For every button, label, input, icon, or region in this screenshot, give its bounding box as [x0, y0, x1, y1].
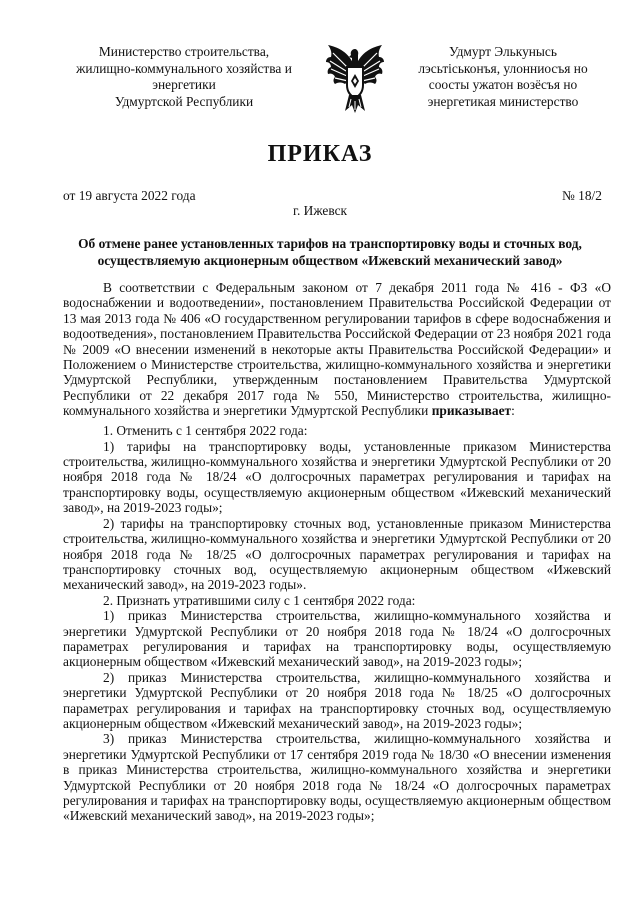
order-body — [63, 280, 611, 824]
ministry-name-russian — [48, 44, 320, 110]
preamble-paragraph — [63, 280, 611, 419]
preamble-command: приказывает — [431, 403, 512, 419]
order-number: № 18/2 — [562, 188, 602, 203]
ministry-name-udmurt — [392, 44, 614, 110]
order-city: г. Ижевск — [292, 203, 348, 218]
item-2-2: 2) приказ Министерства строительства, жилищно-коммунального хозяйства и энергетики Удмуртской Республики от 20 ноября 2018 года № 18/25 «О долгосрочных параметрах регулирования и тарифах на транспортировку сточных вод, осуществляемую акционерным обществом «Ижевский механический завод», на 2019-2023 годы»; — [63, 669, 611, 731]
order-subject — [60, 235, 600, 269]
udmurt-coat-of-arms-icon — [325, 41, 385, 117]
document-title: ПРИКАЗ — [267, 141, 373, 167]
order-subject-line: Об отмене ранее установленных тарифов на транспортировку воды и сточных вод, — [78, 236, 582, 251]
item-1: 1. Отменить с 1 сентября 2022 года: — [103, 423, 308, 439]
ministry-name-line: энергетикая министерство — [427, 93, 579, 109]
preamble-text: В соответствии с Федеральным законом от 7 декабря 2011 года № 416 - ФЗ «О водоснабжении и водоотведении», постановлением Правительства Российской Федерации от 13 мая 2013 года № 406 «О государственном регулировании тарифов в сфере водоснабжения и водоотведения», постановлением Правительства Российской Федерации от 23 ноября 2021 года № 2009 «О внесении изменений в некоторые акты Правительства Российской Федерации» и Положением о Министерстве строительства, жилищно-коммунального хозяйства и энергетики Удмуртской Республики, утвержденным постановлением Правительства Удмуртской Республики от 22 декабря 2017 года № 550, Министерство строительства, жилищно-коммунального хозяйства и энергетики Удмуртской Республики — [63, 280, 611, 419]
ministry-name-line: Министерство строительства, — [98, 44, 270, 59]
item-2-3: 3) приказ Министерства строительства, жилищно-коммунального хозяйства и энергетики Удмуртской Республики от 17 сентября 2019 года № 18/30 «О внесении изменения в приказ Министерства строительства, жилищно-коммунального хозяйства и энергетики Удмуртской Республики от 20 ноября 2018 года № 18/24 «О долгосрочных параметрах регулирования и тарифах на транспортировку воды, осуществляемую акционерным обществом «Ижевский механический завод», на 2019-2023 годы»; — [63, 731, 611, 824]
ministry-name-line: энергетики — [152, 77, 216, 93]
ministry-name-line: лэсьтiськонъя, улонниосъя но — [418, 60, 588, 76]
ministry-name-line: соосты ужатон возёсъя но — [428, 77, 578, 93]
ministry-name-line: жилищно-коммунального хозяйства и — [76, 60, 292, 76]
item-2-1: 1) приказ Министерства строительства, жилищно-коммунального хозяйства и энергетики Удмуртской Республики от 20 ноября 2018 года № 18/24 «О долгосрочных параметрах регулирования и тарифах на транспортировку воды, осуществляемую акционерным обществом «Ижевский механический завод», на 2019-2023 годы»; — [63, 608, 611, 670]
ministry-name-line: Удмурт Элькунысь — [449, 44, 557, 59]
item-1-1: 1) тарифы на транспортировку воды, установленные приказом Министерства строительства, жилищно-коммунального хозяйства и энергетики Удмуртской Республики от 20 ноября 2018 года № 18/24 «О долгосрочных параметрах регулирования и тарифах на транспортировку воды, осуществляемую акционерным обществом «Ижевский механический завод», на 2019-2023 годы»; — [63, 438, 611, 516]
order-subject-line: осуществляемую акционерным обществом «Ижевский механический завод» — [97, 253, 563, 268]
item-2: 2. Признать утратившими силу с 1 сентября 2022 года: — [103, 592, 416, 608]
ministry-name-line: Удмуртской Республики — [114, 93, 254, 109]
preamble-end: : — [511, 403, 515, 419]
item-1-2: 2) тарифы на транспортировку сточных вод, установленные приказом Министерства строительства, жилищно-коммунального хозяйства и энергетики Удмуртской Республики от 20 ноября 2018 года № 18/25 «О долгосрочных параметрах регулирования и тарифах на транспортировку сточных вод, осуществляемую акционерным обществом «Ижевский механический завод», на 2019-2023 годы». — [63, 515, 611, 593]
order-date: от 19 августа 2022 года — [63, 188, 196, 203]
